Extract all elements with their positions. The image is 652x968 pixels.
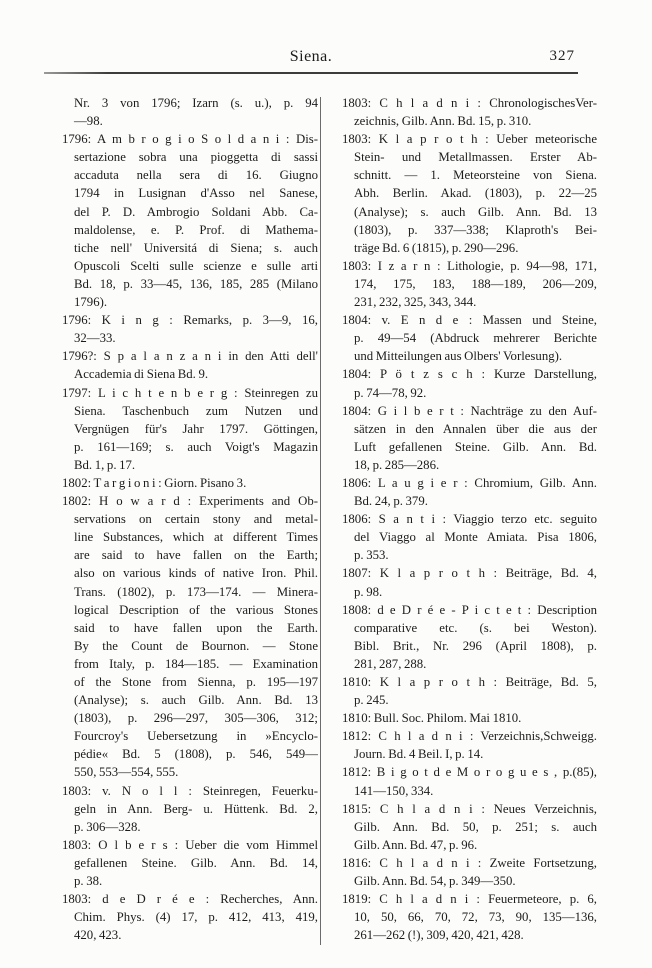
text-line: 1803: v. N o l l : Steinregen, Feuerku- <box>62 783 318 798</box>
text-line: comparative etc. (s. bei Weston). <box>354 620 597 635</box>
text-line: Siena. Taschenbuch zum Nutzen und <box>74 403 318 418</box>
text-line: p. 38. <box>74 874 103 889</box>
text-line: 420, 423. <box>74 928 122 943</box>
text-line: Gilb. Ann. Bd. 54, p. 349—350. <box>354 874 516 889</box>
text-line: Opuscoli Scelti sulle scienze e sulle arti <box>74 258 318 273</box>
text-line: also on various kinds of native Iron. Phil. <box>74 566 318 581</box>
text-line: 1806: S a n t i : Viaggio terzo etc. seguito <box>342 512 597 527</box>
text-block <box>62 94 618 944</box>
text-line: (1803), p. 337—338; Klaproth's Bei- <box>354 222 597 237</box>
text-line: Bd. 24, p. 379. <box>354 494 428 509</box>
text-line: 1808: d e D r é e - P i c t e t : Description <box>342 602 597 617</box>
bib-entry <box>342 402 597 474</box>
text-line: 1802: H o w a r d : Experiments and Ob- <box>62 494 318 509</box>
text-line: 1812: B i g o t d e M o r o g u e s , p.(85), <box>342 765 597 780</box>
text-line: (1803), p. 296—297, 305—306, 312; <box>74 711 318 726</box>
text-line: 1803: C h l a d n i : ChronologischesVer- <box>342 96 597 110</box>
bib-entry <box>342 854 597 890</box>
text-line: 1810: Bull. Soc. Philom. Mai 1810. <box>342 711 522 726</box>
text-line: 1803: K l a p r o t h : Ueber meteorische <box>342 132 597 147</box>
bib-entry <box>342 257 597 311</box>
text-line: 1803: d e D r é e : Recherches, Ann. <box>62 892 318 907</box>
text-line: are said to have fallen on the Earth; <box>74 548 318 563</box>
text-line: 1803: O l b e r s : Ueber die vom Himmel <box>62 837 318 852</box>
text-line: 174, 175, 183, 188—189, 206—209, <box>354 276 597 291</box>
text-line: 1819: C h l a d n i : Feuermeteore, p. 6, <box>342 892 597 907</box>
text-line: del P. D. Ambrogio Soldani Abb. Ca- <box>74 204 318 219</box>
bib-entry <box>342 601 597 673</box>
text-line: 32—33. <box>74 331 116 346</box>
text-line: Gilb. Ann. Bd. 47, p. 96. <box>354 837 478 852</box>
text-line: 1797: L i c h t e n b e r g : Steinregen zu <box>62 385 318 400</box>
text-line: Abh. Berlin. Akad. (1803), p. 22—25 <box>354 186 597 201</box>
text-line: 1806: L a u g i e r : Chromium, Gilb. Ann. <box>342 475 597 490</box>
text-line: 550, 553—554, 555. <box>74 765 179 780</box>
text-line: p. 74—78, 92. <box>354 385 427 400</box>
text-line: 1804: G i l b e r t : Nachträge zu den Auf- <box>342 403 597 418</box>
text-line: 18, p. 285—286. <box>354 457 440 472</box>
text-line: p. 353. <box>354 548 389 563</box>
bib-entry <box>342 94 597 130</box>
text-line: 231, 232, 325, 343, 344. <box>354 295 477 310</box>
bib-entry <box>62 782 318 836</box>
text-line: 1812: C h l a d n i : Verzeichnis,Schweigg. <box>342 729 597 744</box>
bib-entry <box>342 365 597 401</box>
text-line: Fourcroy's Uebersetzung in »Encyclo- <box>74 729 318 744</box>
bib-entry <box>342 800 597 854</box>
text-line: 1810: K l a p r o t h : Beiträge, Bd. 5, <box>342 675 597 689</box>
text-line: 261—262 (!), 309, 420, 421, 428. <box>354 928 524 943</box>
text-line: 1804: P ö t z s c h : Kurze Darstellung, <box>342 367 597 382</box>
text-line: Nr. 3 von 1796; Izarn (s. u.), p. 94 <box>74 96 318 110</box>
page-title: Siena. <box>289 48 333 65</box>
text-line: 1796). <box>74 295 108 310</box>
bib-entry <box>62 347 318 383</box>
bib-entry <box>342 709 597 727</box>
text-line: 10, 50, 66, 70, 72, 73, 90, 135—136, <box>354 910 597 925</box>
text-line: from Italy, p. 184—185. — Examination <box>74 656 318 671</box>
text-line: —98. <box>74 114 103 129</box>
text-line: Vergnügen für's Jahr 1797. Göttingen, <box>74 421 318 436</box>
text-line: p. 49—54 (Abdruck mehrerer Berichte <box>354 331 597 346</box>
bib-entry <box>342 727 597 763</box>
text-line: zeichnis, Gilb. Ann. Bd. 15, p. 310. <box>354 114 532 129</box>
bib-entry <box>342 311 597 365</box>
text-line: Chim. Phys. (4) 17, p. 412, 413, 419, <box>74 910 318 925</box>
bib-entry <box>342 474 597 510</box>
text-line: sätzen in den Annalen über die aus der <box>354 421 597 436</box>
text-line: said to have fallen upon the Earth. <box>74 620 318 635</box>
bib-entry <box>342 673 597 709</box>
text-line: sertazione sobra una pioggetta di sassi <box>74 150 318 165</box>
text-line: tiche nell' Universitá di Siena; s. auch <box>74 240 318 255</box>
text-line: pédie« Bd. 5 (1808), p. 546, 549— <box>74 747 318 762</box>
text-line: p. 98. <box>354 584 383 599</box>
text-line: Gilb. Ann. Bd. 50, p. 251; s. auch <box>354 819 597 834</box>
page-number: 327 <box>549 48 575 64</box>
header-rule <box>44 72 578 74</box>
bib-entry <box>62 836 318 890</box>
bib-entry <box>342 763 597 799</box>
text-line: Bd. 18, p. 33—45, 136, 185, 285 (Milano <box>74 276 318 291</box>
text-line: servations on certain stony and metal- <box>74 512 318 527</box>
text-line: 1802: T a r g i o n i : Giorn. Pisano 3. <box>62 475 247 490</box>
text-line: Luft gefallenen Steine. Gilb. Ann. Bd. <box>354 439 597 454</box>
text-line: Bibl. Brit., Nr. 296 (April 1808), p. <box>354 638 597 653</box>
text-line: logical Description of the various Stones <box>74 602 318 617</box>
text-line: 1804: v. E n d e : Massen und Steine, <box>342 313 597 328</box>
text-line: Bd. 1, p. 17. <box>74 457 136 472</box>
text-line: p. 306—328. <box>74 819 141 834</box>
text-line: Trans. (1802), p. 173—174. — Minera- <box>74 584 318 599</box>
right-column <box>342 94 597 944</box>
text-line: p. 245. <box>354 693 389 708</box>
bib-entry <box>62 474 318 492</box>
text-line: 1803: I z a r n : Lithologie, p. 94—98, 171, <box>342 258 597 273</box>
bib-entry <box>342 564 597 600</box>
text-line: 1796: A m b r o g i o S o l d a n i : Dis- <box>62 132 318 147</box>
text-line: 1815: C h l a d n i : Neues Verzeichnis, <box>342 801 597 816</box>
text-line: of the Stone from Sienna, p. 195—197 <box>74 675 318 689</box>
text-line: 281, 287, 288. <box>354 656 427 671</box>
bib-entry <box>62 384 318 474</box>
text-line: line Substances, which at different Times <box>74 530 318 545</box>
text-line: schnitt. — 1. Meteorsteine von Siena. <box>354 168 597 183</box>
text-line: accaduta nella sera di 16. Giugno <box>74 168 318 183</box>
text-line: gefallenen Steine. Gilb. Ann. Bd. 14, <box>74 855 318 870</box>
text-line: 141—150, 334. <box>354 783 434 798</box>
bib-entry <box>62 890 318 944</box>
text-line: 1796?: S p a l a n z a n i in den Atti dell' <box>62 349 318 364</box>
text-line: 1807: K l a p r o t h : Beiträge, Bd. 4, <box>342 566 597 581</box>
bib-entry <box>62 130 318 311</box>
text-line: 1794 in Lusignan d'Asso nel Sanese, <box>74 186 318 201</box>
text-line: 1816: C h l a d n i : Zweite Fortsetzung, <box>342 855 597 870</box>
text-line: (Analyse); s. auch Gilb. Ann. Bd. 13 <box>354 204 597 219</box>
text-line: By the Count de Bournon. — Stone <box>74 638 318 653</box>
text-line: (Analyse); s. auch Gilb. Ann. Bd. 13 <box>74 693 318 708</box>
bib-entry <box>62 94 318 130</box>
text-line: Stein- und Metallmassen. Erster Ab- <box>354 150 597 165</box>
bib-entry <box>62 492 318 782</box>
text-line: p. 161—169; s. auch Voigt's Magazin <box>74 439 318 454</box>
text-line: Journ. Bd. 4 Beil. I, p. 14. <box>354 747 484 762</box>
text-line: geln in Ann. Berg- u. Hüttenk. Bd. 2, <box>74 801 318 816</box>
bib-entry <box>342 130 597 257</box>
text-line: träge Bd. 6 (1815), p. 290—296. <box>354 240 519 255</box>
text-line: 1796: K i n g : Remarks, p. 3—9, 16, <box>62 313 318 328</box>
text-line: del Viaggo al Monte Amiata. Pisa 1806, <box>354 530 597 545</box>
bib-entry <box>342 510 597 564</box>
bib-entry <box>342 890 597 944</box>
text-line: und Mitteilungen aus Olbers' Vorlesung). <box>354 349 563 364</box>
text-line: maldolense, e. P. Prof. di Mathema- <box>74 222 318 237</box>
bib-entry <box>62 311 318 347</box>
text-line: Accademia di Siena Bd. 9. <box>74 367 209 382</box>
left-column <box>62 94 318 944</box>
